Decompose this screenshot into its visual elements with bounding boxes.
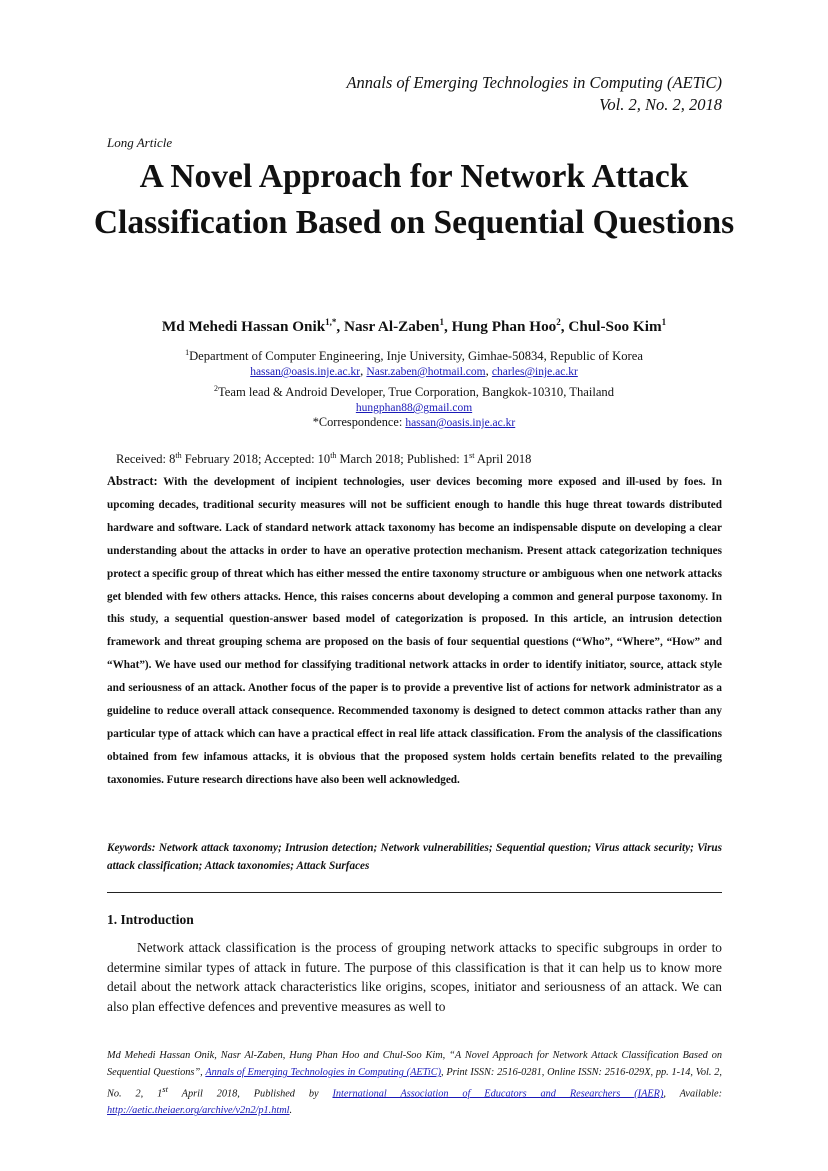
accepted-date: Accepted: 10: [263, 452, 331, 467]
author-separator: ,: [560, 318, 569, 336]
correspondence-label: *Correspondence:: [312, 415, 406, 429]
email-link[interactable]: charles@inje.ac.kr: [491, 366, 578, 378]
author-marker: 1: [439, 317, 444, 327]
section-heading: 1. Introduction: [107, 912, 194, 927]
ordinal-suffix: st: [162, 1084, 168, 1094]
citation-text: , Print ISSN: 2516-0281, Online ISSN: 2516-029X, pp. 1-14, Vol. 2, No. 2, 1: [107, 1067, 722, 1100]
affiliation-1-emails: hassan@oasis.inje.ac.kr, Nasr.zaben@hotmail.com, charles@inje.ac.kr: [250, 364, 578, 378]
journal-name: Annals of Emerging Technologies in Computing (AETiC): [346, 73, 722, 92]
author-marker: 2: [556, 317, 561, 327]
author-name: Md Mehedi Hassan Onik: [161, 318, 326, 336]
author-marker: 1: [661, 317, 667, 327]
email-link[interactable]: Nasr.zaben@hotmail.com: [366, 366, 486, 378]
author-separator: ,: [336, 318, 344, 336]
author-name: Nasr Al-Zaben: [344, 318, 440, 336]
publisher-link[interactable]: International Association of Educators and Researchers (IAER): [332, 1088, 664, 1100]
published-date: Published: 1: [406, 452, 470, 467]
ordinal-suffix: th: [330, 451, 337, 460]
correspondence: [100, 415, 728, 430]
section-paragraph: Network attack classification is the process of grouping network attacks to specific subgroups in order to determine similar types of attack in future. The purpose of this classification is that it can help us to know more detail about the network attack characteristics like origins, scopes, initiator and seriousness of an attack. We can also plan effective defences and preventive measures as well to: [107, 940, 722, 1014]
author-separator: ,: [444, 318, 452, 336]
ordinal-suffix: th: [175, 451, 182, 460]
ordinal-suffix: st: [469, 451, 475, 460]
citation-footnote: [107, 1047, 722, 1119]
received-date: Received: 8: [116, 452, 176, 467]
email-link[interactable]: hungphan88@gmail.com: [355, 402, 473, 414]
accepted-date-rest: March 2018;: [336, 452, 407, 467]
keywords-label: Keywords:: [107, 842, 156, 854]
abstract-label: Abstract:: [107, 474, 158, 488]
published-date-rest: April 2018: [474, 452, 532, 467]
citation-text: , Available:: [663, 1088, 722, 1100]
affiliation-text: Team lead & Android Developer, True Corporation, Bangkok-10310, Thailand: [217, 385, 615, 400]
email-link[interactable]: hassan@oasis.inje.ac.kr: [250, 366, 361, 378]
journal-header: [346, 72, 722, 116]
article-type: Long Article: [107, 135, 173, 150]
article-url-link[interactable]: http://aetic.theiaer.org/archive/v2n2/p1.html: [107, 1105, 290, 1117]
abstract: [107, 470, 722, 792]
correspondence-email-link[interactable]: hassan@oasis.inje.ac.kr: [405, 417, 516, 429]
author-name: Chul-Soo Kim: [568, 318, 662, 336]
affiliation-marker: 1: [185, 348, 190, 357]
section-divider: [107, 892, 722, 893]
author-marker: 1,*: [325, 317, 337, 327]
received-date-rest: February 2018;: [181, 452, 264, 467]
paper-title: A Novel Approach for Network Attack Classification Based on Sequential Questions: [93, 158, 735, 241]
publication-dates: [116, 451, 531, 467]
journal-volume: Vol. 2, No. 2, 2018: [599, 95, 722, 114]
citation-text: Md Mehedi Hassan Onik, Nasr Al-Zaben, Hung Phan Hoo and Chul-Soo Kim, “A Novel Approach for Network Attack Classification Based on Sequential Questions”,: [107, 1050, 722, 1078]
author-name: Hung Phan Hoo: [451, 318, 557, 336]
citation-text: .: [289, 1105, 293, 1117]
affiliation-text: Department of Computer Engineering, Inje University, Gimhae-50834, Republic of Korea: [189, 349, 643, 364]
keywords-text: Network attack taxonomy; Intrusion detection; Network vulnerabilities; Sequential question; Virus attack security; Virus attack classification; Attack taxonomies; Attack Surfaces: [107, 842, 723, 872]
citation-text: April 2018, Published by: [167, 1088, 333, 1100]
keywords: [107, 839, 722, 875]
affiliation-marker: 2: [213, 384, 218, 393]
abstract-text: With the development of incipient technologies, user devices becoming more exposed and ill-used by foes. In upcoming decades, traditional security measures will not be sufficient enough to handle this huge threat towards distributed hardware and software. Lack of standard network attack taxonomy has become an indispensable dispute on developing a clear understanding about the attacks in order to have an operative protection mechanism. Present attack categorization techniques protect a specific group of threat which has either messed the entire taxonomy structure or ambiguous when one network attacks get blended with few others attacks. Hence, this raises concerns about developing a common and general purpose taxonomy. In this study, a sequential question-answer based model of categorization is proposed. In this article, an intrusion detection framework and threat grouping schema are proposed on the basis of four sequential questions (“Who”, “Where”, “How” and “What”). We have used our method for classifying traditional network attacks in order to identify initiator, source, attack style and seriousness of an attack. Another focus of the paper is to provide a preventive list of actions for network administrator as a guideline to reduce overall attack consequence. Recommended taxonomy is designed to detect common attacks rather than any particular type of attack which can have a practical effect in real life attack classification. From the analysis of the classifications obtained from few infamous attacks, it is obvious that the proposed system holds certain benefits related to the prevailing taxonomies. Future research directions have also been well acknowledged.: [107, 476, 722, 786]
author-list: [100, 317, 728, 336]
journal-link[interactable]: Annals of Emerging Technologies in Computing (AETiC): [205, 1067, 441, 1078]
